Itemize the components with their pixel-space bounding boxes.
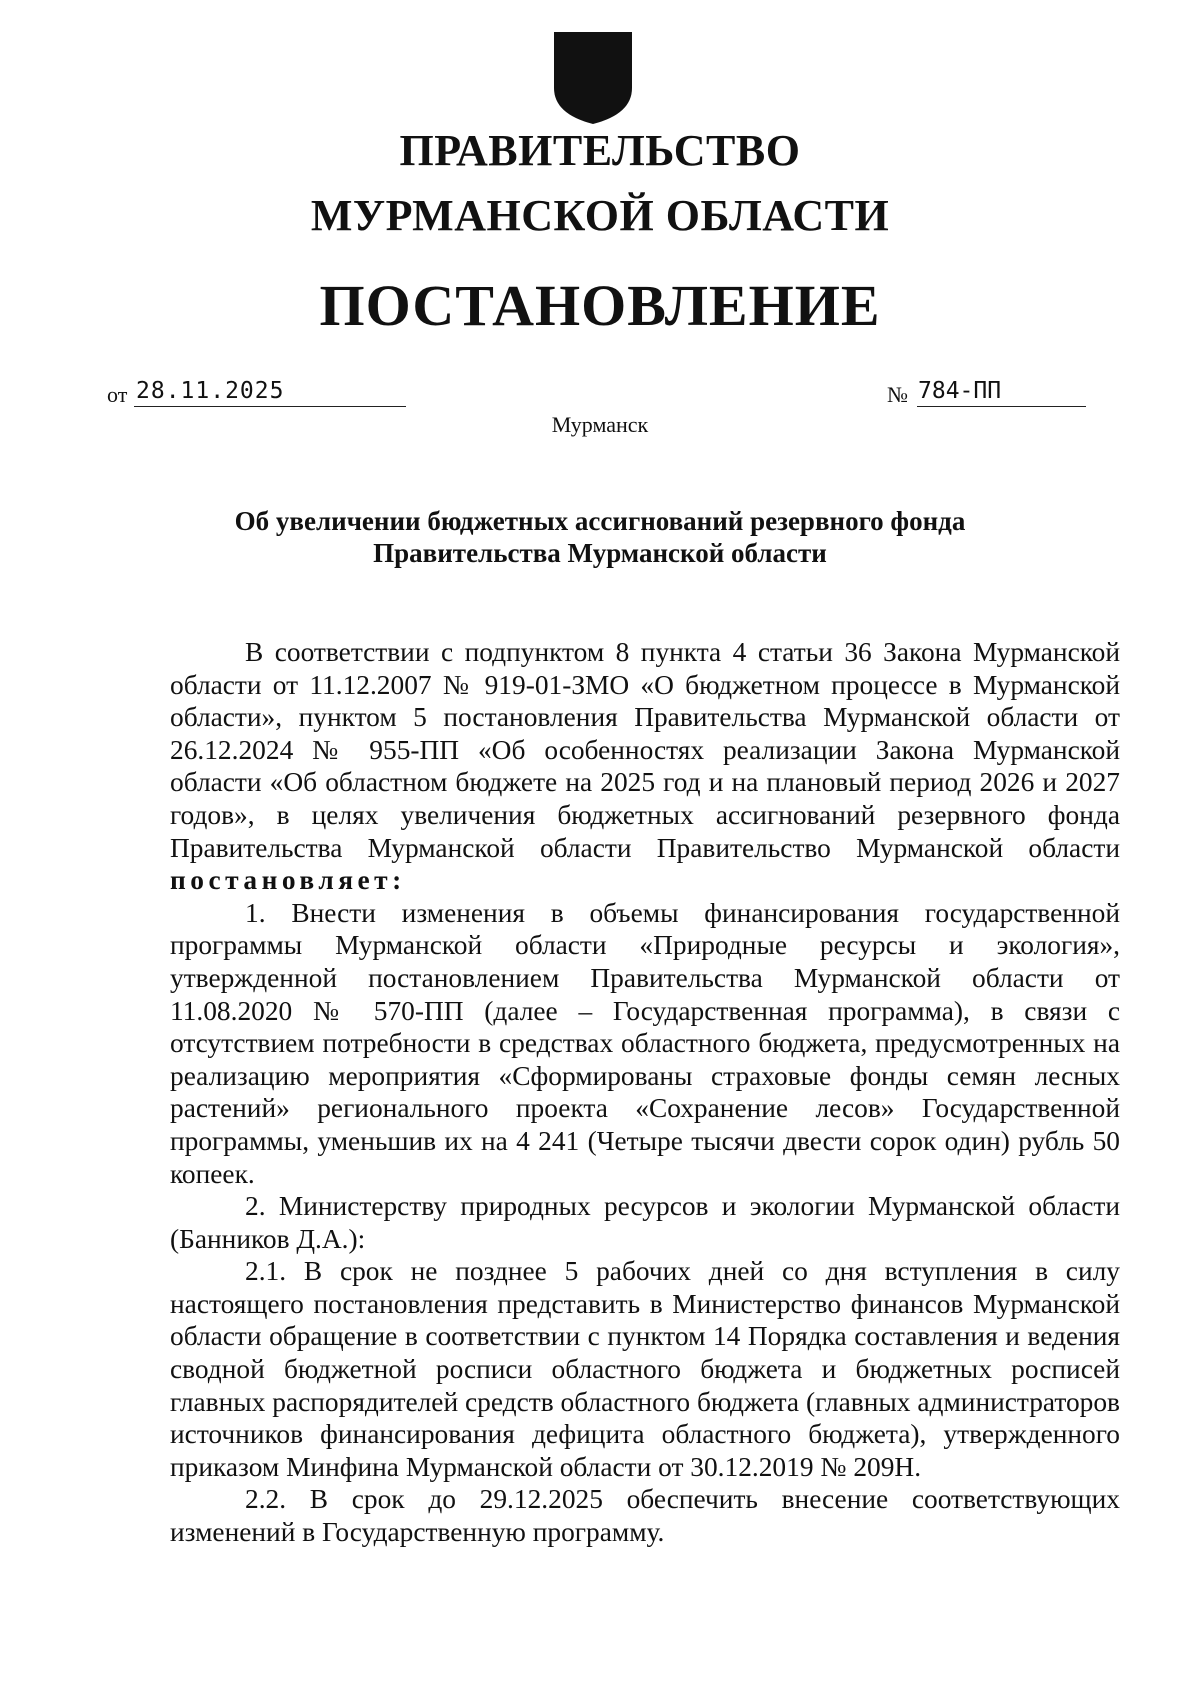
preamble-text: В соответствии с подпунктом 8 пункта 4 статьи 36 Закона Мурманской области от 11.12.2007 № 919-01-ЗМО «О бюджетном процессе в Мурманской области», пунктом 5 постановления Правительства Мурманской области от 26.12.2024 № 955-ПП «Об особенностях реализации Закона Мурманской области «Об областном бюджете на 2025 год и на плановый период 2026 и 2027 годов», в целях увеличения бюджетных ассигнований резервного фонда Правительства Мурманской области Правительство Мурманской области xyxy=(170,637,1120,863)
decree-word: постановляет: xyxy=(170,865,406,896)
document-body xyxy=(170,636,1120,1549)
document-type: ПОСТАНОВЛЕНИЕ xyxy=(319,273,881,338)
paragraph-2: 2. Министерству природных ресурсов и экологии Мурманской области (Банников Д.А.): xyxy=(170,1191,1120,1254)
org-name-line2: МУРМАНСКОЙ ОБЛАСТИ xyxy=(310,191,890,240)
org-name-line1: ПРАВИТЕЛЬСТВО xyxy=(399,126,801,175)
paragraph-1: 1. Внести изменения в объемы финансирования государственной программы Мурманской области «Природные ресурсы и экология», утвержденной постановлением Правительства Мурманской области от 11.08.2020 № 570-ПП (далее – Государственная программа), в связи с отсутствием потребности в средствах областного бюджета, предусмотренных на реализацию мероприятия «Сформированы страховые фонды семян лесных растений» регионального проекта «Сохранение лесов» Государственной программы, уменьшив их на 4 241 (Четыре тысячи двести сорок один) рубль 50 копеек. xyxy=(170,897,1120,1189)
title-line2: Правительства Мурманской области xyxy=(373,538,827,568)
date-prefix: от xyxy=(107,382,128,407)
city xyxy=(0,412,1200,438)
document-number: 784-ПП xyxy=(917,378,1086,407)
city-name: Мурманск xyxy=(551,412,649,437)
preamble-paragraph xyxy=(170,636,1120,897)
paragraph-2-2: 2.2. В срок до 29.12.2025 обеспечить внесение соответствующих изменений в Государственную программу. xyxy=(170,1484,1120,1548)
date-number-row xyxy=(107,378,1077,408)
document-date: 28.11.2025 xyxy=(134,378,406,407)
number-prefix: № xyxy=(887,382,908,407)
coat-of-arms-icon xyxy=(552,30,634,126)
title-line1: Об увеличении бюджетных ассигнований резервного фонда xyxy=(234,506,966,536)
document-title xyxy=(160,505,1040,569)
paragraph-2-1: 2.1. В срок не позднее 5 рабочих дней со дня вступления в силу настоящего постановления представить в Министерство финансов Мурманской области обращение в соответствии с пунктом 14 Порядка составления и ведения сводной бюджетной росписи областного бюджета и бюджетных росписей главных распорядителей средств областного бюджета (главных администраторов источников финансирования дефицита областного бюджета), утвержденного приказом Минфина Мурманской области от 30.12.2019 № 209Н. xyxy=(170,1256,1120,1482)
